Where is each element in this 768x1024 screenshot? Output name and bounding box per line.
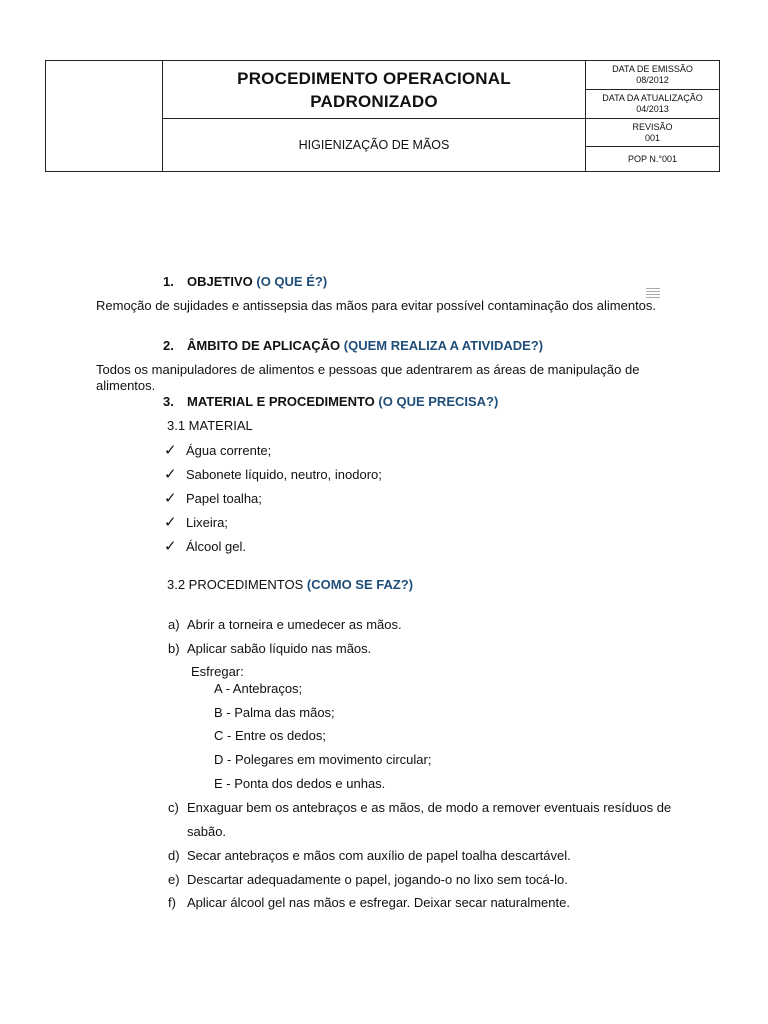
check-icon: ✓ xyxy=(164,442,177,459)
document-subject: HIGIENIZAÇÃO DE MÃOS xyxy=(298,138,450,152)
update-cell xyxy=(586,90,719,118)
procedure-letter: e) xyxy=(168,872,180,887)
material-label: Sabonete líquido, neutro, inodoro; xyxy=(186,467,382,482)
check-icon: ✓ xyxy=(164,514,177,531)
section-3-question: (O QUE PRECISA?) xyxy=(378,394,499,409)
pop-number: POP N.°001 xyxy=(628,153,677,164)
meta-revision-cell xyxy=(586,119,720,172)
material-label: Lixeira; xyxy=(186,515,228,530)
procedure-item-d xyxy=(168,848,571,863)
section-3-2-title: 3.2 PROCEDIMENTOS xyxy=(167,577,304,592)
procedure-letter: c) xyxy=(168,800,179,815)
section-1-question: (O QUE É?) xyxy=(256,274,328,289)
material-label: Papel toalha; xyxy=(186,491,262,506)
section-3-heading xyxy=(163,394,498,409)
procedure-text: Enxaguar bem os antebraços e as mãos, de modo a remover eventuais resíduos de xyxy=(187,800,672,815)
procedure-item-b xyxy=(168,641,371,656)
emission-cell xyxy=(586,61,719,90)
list-item xyxy=(164,489,262,507)
title-line-1: PROCEDIMENTO OPERACIONAL xyxy=(237,68,511,88)
scrub-item: C - Entre os dedos; xyxy=(214,728,326,743)
check-icon: ✓ xyxy=(164,490,177,507)
procedure-text: Descartar adequadamente o papel, jogando-o no lixo sem tocá-lo. xyxy=(187,872,568,887)
header-table xyxy=(45,60,720,172)
revision-label: REVISÃO xyxy=(632,121,673,132)
revision-value: 001 xyxy=(644,132,661,143)
scrub-item: D - Polegares em movimento circular; xyxy=(214,752,432,767)
document-title xyxy=(163,61,586,119)
emission-value: 08/2012 xyxy=(636,75,669,85)
material-label: Água corrente; xyxy=(186,443,272,458)
section-1-number: 1. xyxy=(163,274,174,289)
update-value: 04/2013 xyxy=(636,104,669,114)
section-2-question: (QUEM REALIZA A ATIVIDADE?) xyxy=(343,338,544,353)
update-label: DATA DA ATUALIZAÇÃO xyxy=(602,93,703,103)
revision-cell xyxy=(586,119,719,147)
section-3-2-question: (COMO SE FAZ?) xyxy=(306,577,414,592)
procedure-letter: b) xyxy=(168,641,180,656)
section-3-number: 3. xyxy=(163,394,174,409)
procedure-letter: a) xyxy=(168,617,180,632)
pop-number-cell xyxy=(586,147,719,171)
procedure-item-c xyxy=(168,800,671,815)
text-lines-icon xyxy=(646,288,660,302)
section-2-text-line-2: alimentos. xyxy=(96,378,156,393)
list-item xyxy=(164,441,271,459)
scrub-label: Esfregar: xyxy=(191,664,244,679)
procedure-letter: f) xyxy=(168,895,176,910)
section-1-text: Remoção de sujidades e antissepsia das mãos para evitar possível contaminação dos alimentos. xyxy=(96,298,657,313)
check-icon: ✓ xyxy=(164,538,177,555)
section-3-1-title: 3.1 MATERIAL xyxy=(167,418,253,433)
procedure-text: Secar antebraços e mãos com auxílio de papel toalha descartável. xyxy=(187,848,571,863)
section-3-title: MATERIAL E PROCEDIMENTO xyxy=(187,394,375,409)
check-icon: ✓ xyxy=(164,466,177,483)
scrub-item: E - Ponta dos dedos e unhas. xyxy=(214,776,386,791)
section-2-text-line-1: Todos os manipuladores de alimentos e pessoas que adentrarem as áreas de manipulação de xyxy=(96,362,640,377)
scrub-item: B - Palma das mãos; xyxy=(214,705,335,720)
scrub-item: A - Antebraços; xyxy=(214,681,303,696)
title-line-2: PADRONIZADO xyxy=(310,91,438,111)
section-1-heading xyxy=(163,274,327,289)
section-3-2-heading xyxy=(167,577,413,592)
section-2-title: ÂMBITO DE APLICAÇÃO xyxy=(187,338,341,353)
procedure-item-c-continuation: sabão. xyxy=(187,824,227,839)
procedure-text: Aplicar álcool gel nas mãos e esfregar. Deixar secar naturalmente. xyxy=(187,895,570,910)
section-2-heading xyxy=(163,338,543,353)
procedure-item-a xyxy=(168,617,402,632)
procedure-item-f xyxy=(168,895,570,910)
procedure-item-e xyxy=(168,872,568,887)
section-2-number: 2. xyxy=(163,338,174,353)
section-1-title: OBJETIVO xyxy=(187,274,253,289)
meta-dates-cell xyxy=(586,61,720,119)
list-item xyxy=(164,465,382,483)
procedure-text: Abrir a torneira e umedecer as mãos. xyxy=(187,617,402,632)
procedure-letter: d) xyxy=(168,848,180,863)
procedure-text: Aplicar sabão líquido nas mãos. xyxy=(187,641,372,656)
material-label: Álcool gel. xyxy=(186,539,246,554)
emission-label: DATA DE EMISSÃO xyxy=(612,64,693,74)
subject-cell xyxy=(163,119,586,172)
logo-cell xyxy=(46,61,163,172)
list-item xyxy=(164,537,246,555)
list-item xyxy=(164,513,228,531)
